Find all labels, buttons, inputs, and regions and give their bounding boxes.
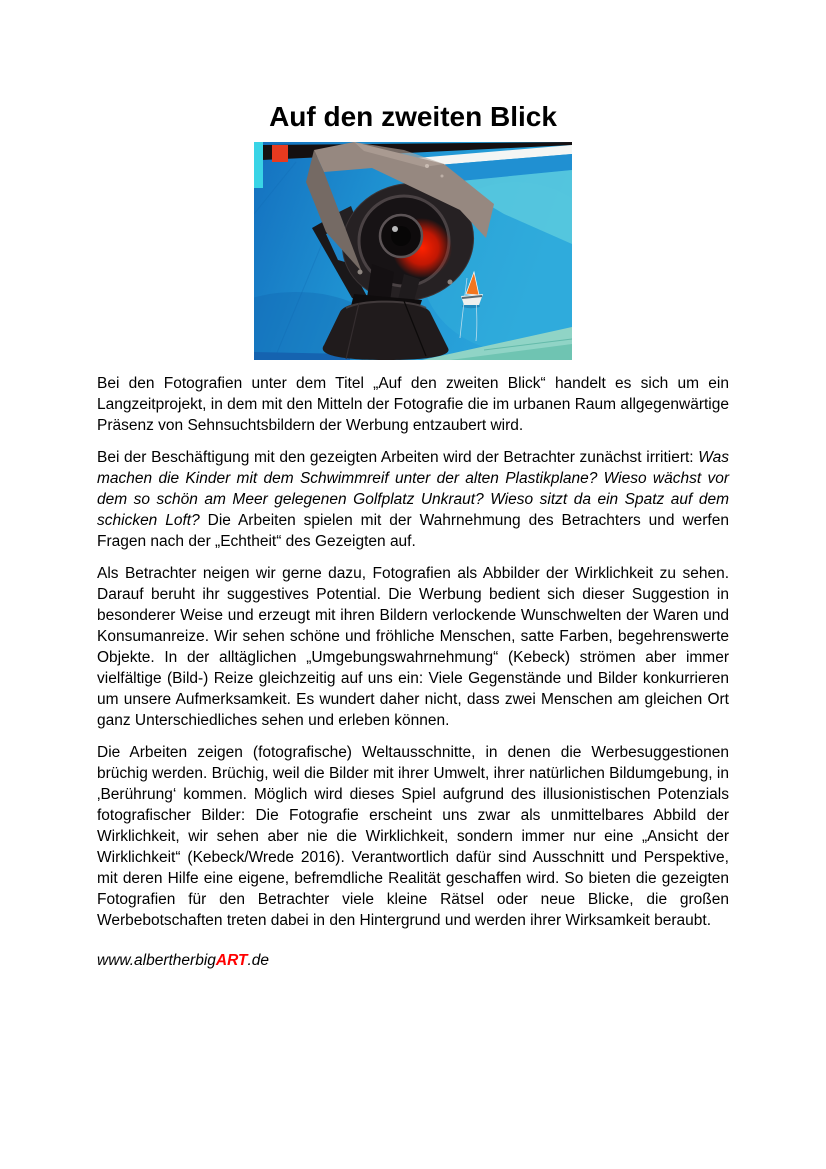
paragraph-suggestion: Als Betrachter neigen wir gerne dazu, Fotografien als Abbilder der Wirklichkeit zu sehen. Darauf beruht ihr suggestives Potential. Die Werbung bedient sich dieser Suggestion in besonderer Weise und erzeugt mit ihren Bildern verlockende Wunschwelten der Waren und Konsumanreize. Wir sehen schöne und fröhliche Menschen, satte Farben, begehrenswerte Objekte. In der alltäglichen „Umgebungswahrnehmung“ (Kebeck) strömen aber immer vielfältige (Bild-) Reize gleichzeitig auf uns ein: Viele Gegenstände und Bilder konkurrieren um unsere Aufmerksamkeit. Es wundert daher nicht, dass zwei Menschen am gleichen Ort ganz Unterschiedliches sehen und erleben können. [97, 565, 729, 729]
website-suffix: .de [247, 952, 270, 969]
website-brand: ART [215, 952, 248, 969]
website-prefix: www.albertherbig [97, 952, 216, 969]
camera-bezel-screw [448, 280, 453, 285]
paragraph-intro: Bei den Fotografien unter dem Titel „Auf den zweiten Blick“ handelt es sich um ein Langzeitprojekt, in dem mit den Mitteln der Fotografie die im urbanen Raum allgegenwärtige Präsenz von Sehnsuchtsbildern der Werbung entzaubert wird. [97, 375, 729, 434]
camera-lens-highlight [392, 226, 398, 232]
camera-photo [254, 142, 572, 360]
camera-bezel-screw [358, 270, 363, 275]
camera-photo-illustration [254, 142, 572, 360]
red-square-accent [272, 145, 288, 162]
cyan-strip-accent [254, 142, 263, 188]
paragraph-irritation-lead: Bei der Beschäftigung mit den gezeigten Arbeiten wird der Betrachter zunächst irritiert: [97, 449, 699, 466]
website-link[interactable] [97, 950, 729, 971]
paragraph-irritation-questions: Was machen die Kinder mit dem Schwimmreif unter der alten Plastikplane? Wieso wächst vor dem so schön am Meer gelegenen Golfplatz Unkraut? Wieso sitzt da ein Spatz auf dem schicken Loft? [97, 449, 729, 529]
camera-body-screw [441, 175, 444, 178]
paragraph-weltausschnitte: Die Arbeiten zeigen (fotografische) Weltausschnitte, in denen die Werbesuggestionen brüchig werden. Brüchig, weil die Bilder mit ihrer Umwelt, ihrer natürlichen Bildumgebung, in ‚Berührung‘ kommen. Möglich wird dieses Spiel aufgrund des illusionistischen Potenzials fotografischer Bilder: Die Fotografie erscheint uns zwar als unmittelbares Abbild der Wirklichkeit, wir sehen aber nie die Wirklichkeit, sondern immer nur eine „Ansicht der Wirklichkeit“ (Kebeck/Wrede 2016). Verantwortlich dafür sind Ausschnitt und Perspektive, mit deren Hilfe eine eigene, befremdliche Realität geschaffen wird. So bieten die gezeigten Fotografien für den Betrachter viele kleine Rätsel oder neue Blicke, die großen Werbebotschaften treten dabei in den Hintergrund und werden ihrer Wirksamkeit beraubt. [97, 744, 729, 929]
page-title: Auf den zweiten Blick [269, 101, 557, 132]
document-body [97, 373, 729, 971]
paragraph-irritation-tail: Die Arbeiten spielen mit der Wahrnehmung des Betrachters und werfen Fragen nach der „Echtheit“ des Gezeigten auf. [97, 512, 729, 550]
paragraph-irritation [97, 447, 729, 552]
camera-body-screw [425, 164, 429, 168]
